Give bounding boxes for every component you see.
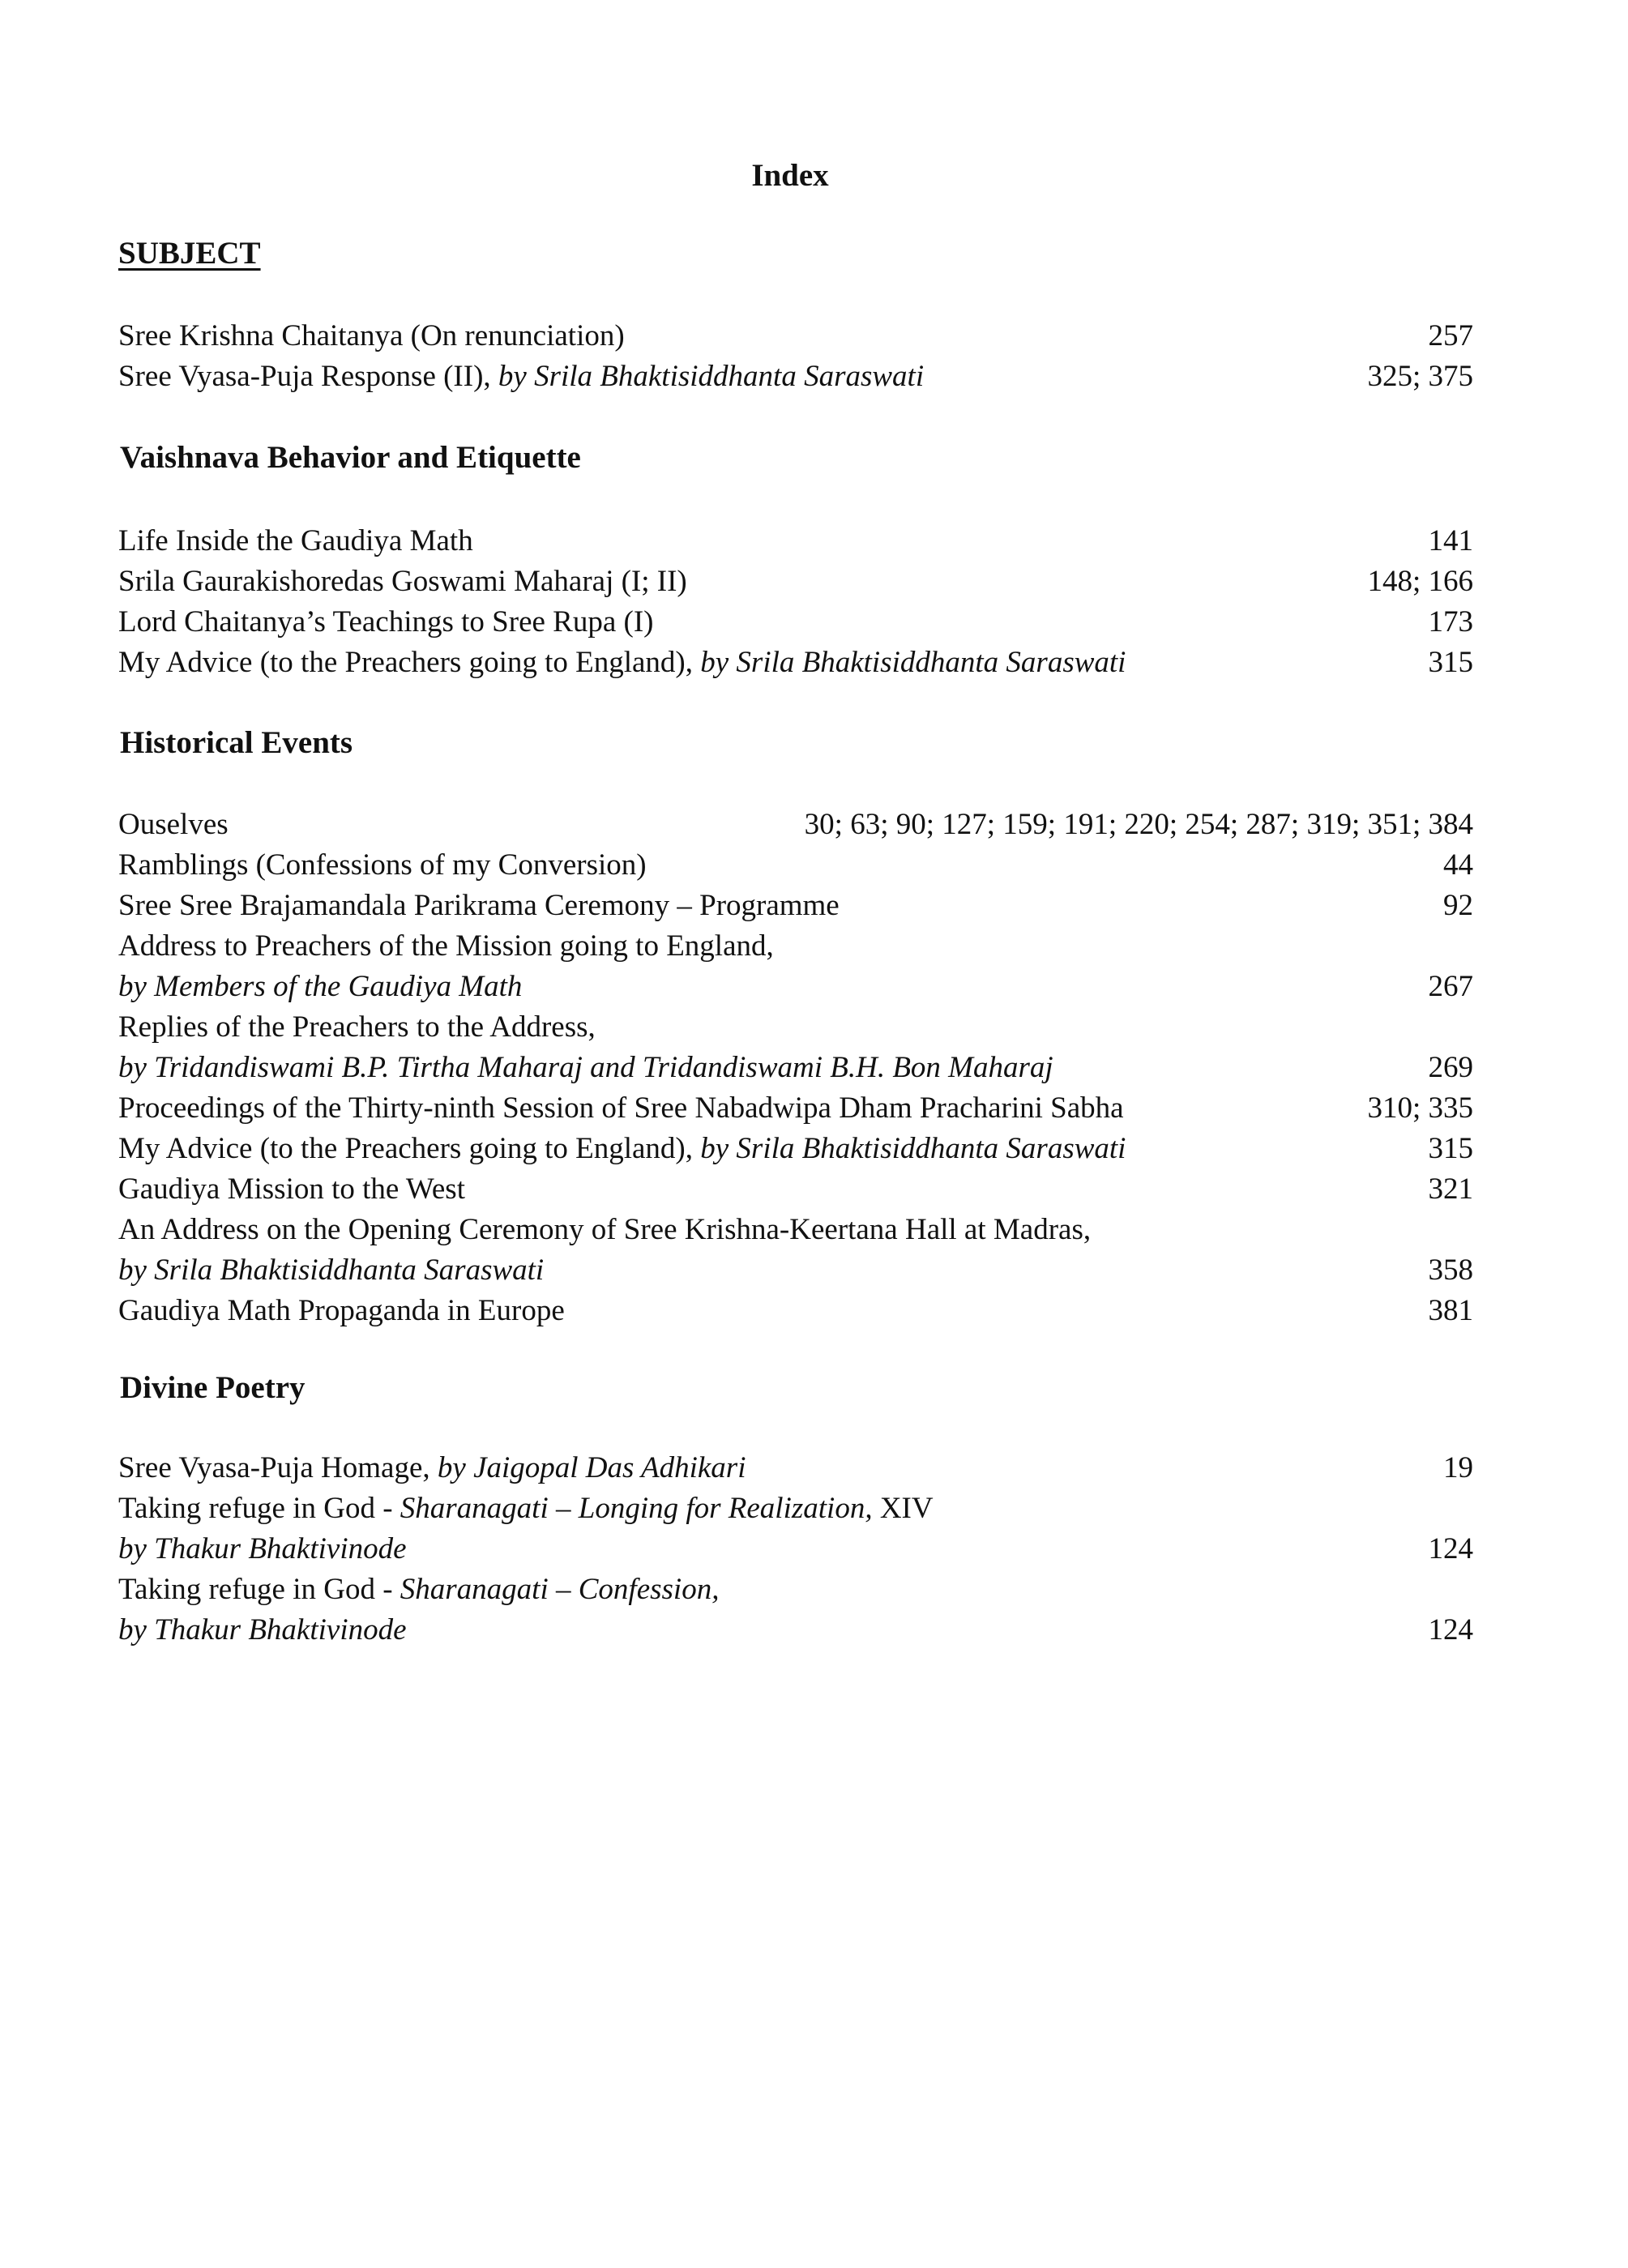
section-heading: Vaishnava Behavior and Etiquette xyxy=(120,440,581,475)
entry-page: 315 xyxy=(1428,1132,1473,1165)
entry-title: Gaudiya Math Propaganda in Europe xyxy=(118,1294,565,1327)
entry-page: 269 xyxy=(1428,1051,1473,1084)
entry-title: Lord Chaitanya’s Teachings to Sree Rupa (I) xyxy=(118,605,654,639)
entry-title: My Advice (to the Preachers going to England), xyxy=(118,646,701,679)
entry-page: 30; 63; 90; 127; 159; 191; 220; 254; 287; 319; 351; 384 xyxy=(804,808,1473,841)
entry-title: Sree Sree Brajamandala Parikrama Ceremony – Programme xyxy=(118,889,840,922)
entry-page: 124 xyxy=(1428,1613,1473,1647)
index-entry xyxy=(118,967,1473,1007)
entry-byline: by Srila Bhaktisiddhanta Saraswati xyxy=(700,646,1126,679)
index-entry xyxy=(118,521,1473,562)
entry-byline: by Members of the Gaudiya Math xyxy=(118,970,523,1003)
entry-title: Sree Krishna Chaitanya (On renunciation) xyxy=(118,319,625,352)
entry-title: Sree Vyasa-Puja Response (II), xyxy=(118,360,498,393)
entry-page: 148; 166 xyxy=(1367,565,1473,598)
entry-page: 124 xyxy=(1428,1532,1473,1565)
entry-byline: Sharanagati – Longing for Realization, xyxy=(400,1492,873,1525)
entry-byline: by Thakur Bhaktivinode xyxy=(118,1613,407,1647)
index-entry xyxy=(118,643,1473,683)
section-entries xyxy=(118,805,1473,1331)
index-entry xyxy=(118,357,1473,397)
entry-page: 92 xyxy=(1443,889,1473,922)
index-entry xyxy=(118,316,1473,357)
index-entry xyxy=(118,886,1473,926)
index-entry xyxy=(118,1088,1473,1129)
index-entry xyxy=(118,926,1473,967)
entry-title: Gaudiya Mission to the West xyxy=(118,1172,465,1206)
entry-byline: by Srila Bhaktisiddhanta Saraswati xyxy=(700,1132,1126,1165)
entry-page: 321 xyxy=(1428,1172,1473,1206)
entry-byline: by Srila Bhaktisiddhanta Saraswati xyxy=(118,1254,545,1287)
index-entry xyxy=(118,1007,1473,1048)
entry-title: Proceedings of the Thirty-ninth Session of Sree Nabadwipa Dham Pracharini Sabha xyxy=(118,1091,1124,1125)
index-entry xyxy=(118,1291,1473,1331)
entry-title: Life Inside the Gaudiya Math xyxy=(118,524,473,557)
subject-entries xyxy=(118,316,1473,397)
entry-page: 267 xyxy=(1428,970,1473,1003)
entry-byline: by Tridandiswami B.P. Tirtha Maharaj and Tridandiswami B.H. Bon Maharaj xyxy=(118,1051,1053,1084)
entry-title: My Advice (to the Preachers going to England), xyxy=(118,1132,701,1165)
index-entry xyxy=(118,1169,1473,1210)
entry-title: Replies of the Preachers to the Address, xyxy=(118,1010,596,1044)
index-entry xyxy=(118,805,1473,845)
index-entry xyxy=(118,1489,1473,1529)
entry-byline: by Thakur Bhaktivinode xyxy=(118,1532,407,1565)
entry-title: An Address on the Opening Ceremony of Sree Krishna-Keertana Hall at Madras, xyxy=(118,1213,1092,1246)
entry-page: 141 xyxy=(1428,524,1473,557)
entry-page: 310; 335 xyxy=(1367,1091,1473,1125)
entry-byline: by Srila Bhaktisiddhanta Saraswati xyxy=(498,360,925,393)
entry-byline: by Jaigopal Das Adhikari xyxy=(437,1451,746,1484)
entry-page: 257 xyxy=(1428,319,1473,352)
entry-byline: Sharanagati – Confession, xyxy=(400,1573,720,1606)
entry-page: 381 xyxy=(1428,1294,1473,1327)
section-heading: Historical Events xyxy=(120,725,353,760)
entry-title: Address to Preachers of the Mission going to England, xyxy=(118,929,774,963)
entry-title: Taking refuge in God - xyxy=(118,1492,400,1525)
section-entries xyxy=(118,1448,1473,1651)
index-entry xyxy=(118,562,1473,602)
entry-title: Taking refuge in God - xyxy=(118,1573,400,1606)
section-entries xyxy=(118,521,1473,683)
index-entry xyxy=(118,1048,1473,1088)
entry-title: Srila Gaurakishoredas Goswami Maharaj (I; II) xyxy=(118,565,687,598)
index-entry xyxy=(118,1529,1473,1570)
subject-label: SUBJECT xyxy=(118,236,261,271)
entry-page: 173 xyxy=(1428,605,1473,639)
entry-title: Ouselves xyxy=(118,808,229,841)
index-entry xyxy=(118,602,1473,643)
index-entry xyxy=(118,1210,1473,1250)
index-entry xyxy=(118,1250,1473,1291)
entry-page: 315 xyxy=(1428,646,1473,679)
entry-suffix: XIV xyxy=(872,1492,934,1525)
index-entry xyxy=(118,1570,1473,1610)
entry-page: 325; 375 xyxy=(1367,360,1473,393)
entry-page: 44 xyxy=(1443,848,1473,882)
index-entry xyxy=(118,1129,1473,1169)
index-entry xyxy=(118,845,1473,886)
index-entry xyxy=(118,1610,1473,1651)
section-heading: Divine Poetry xyxy=(120,1370,306,1405)
page-title: Index xyxy=(751,158,829,193)
entry-page: 358 xyxy=(1428,1254,1473,1287)
entry-title: Sree Vyasa-Puja Homage, xyxy=(118,1451,438,1484)
entry-page: 19 xyxy=(1443,1451,1473,1484)
index-entry xyxy=(118,1448,1473,1489)
entry-title: Ramblings (Confessions of my Conversion) xyxy=(118,848,647,882)
